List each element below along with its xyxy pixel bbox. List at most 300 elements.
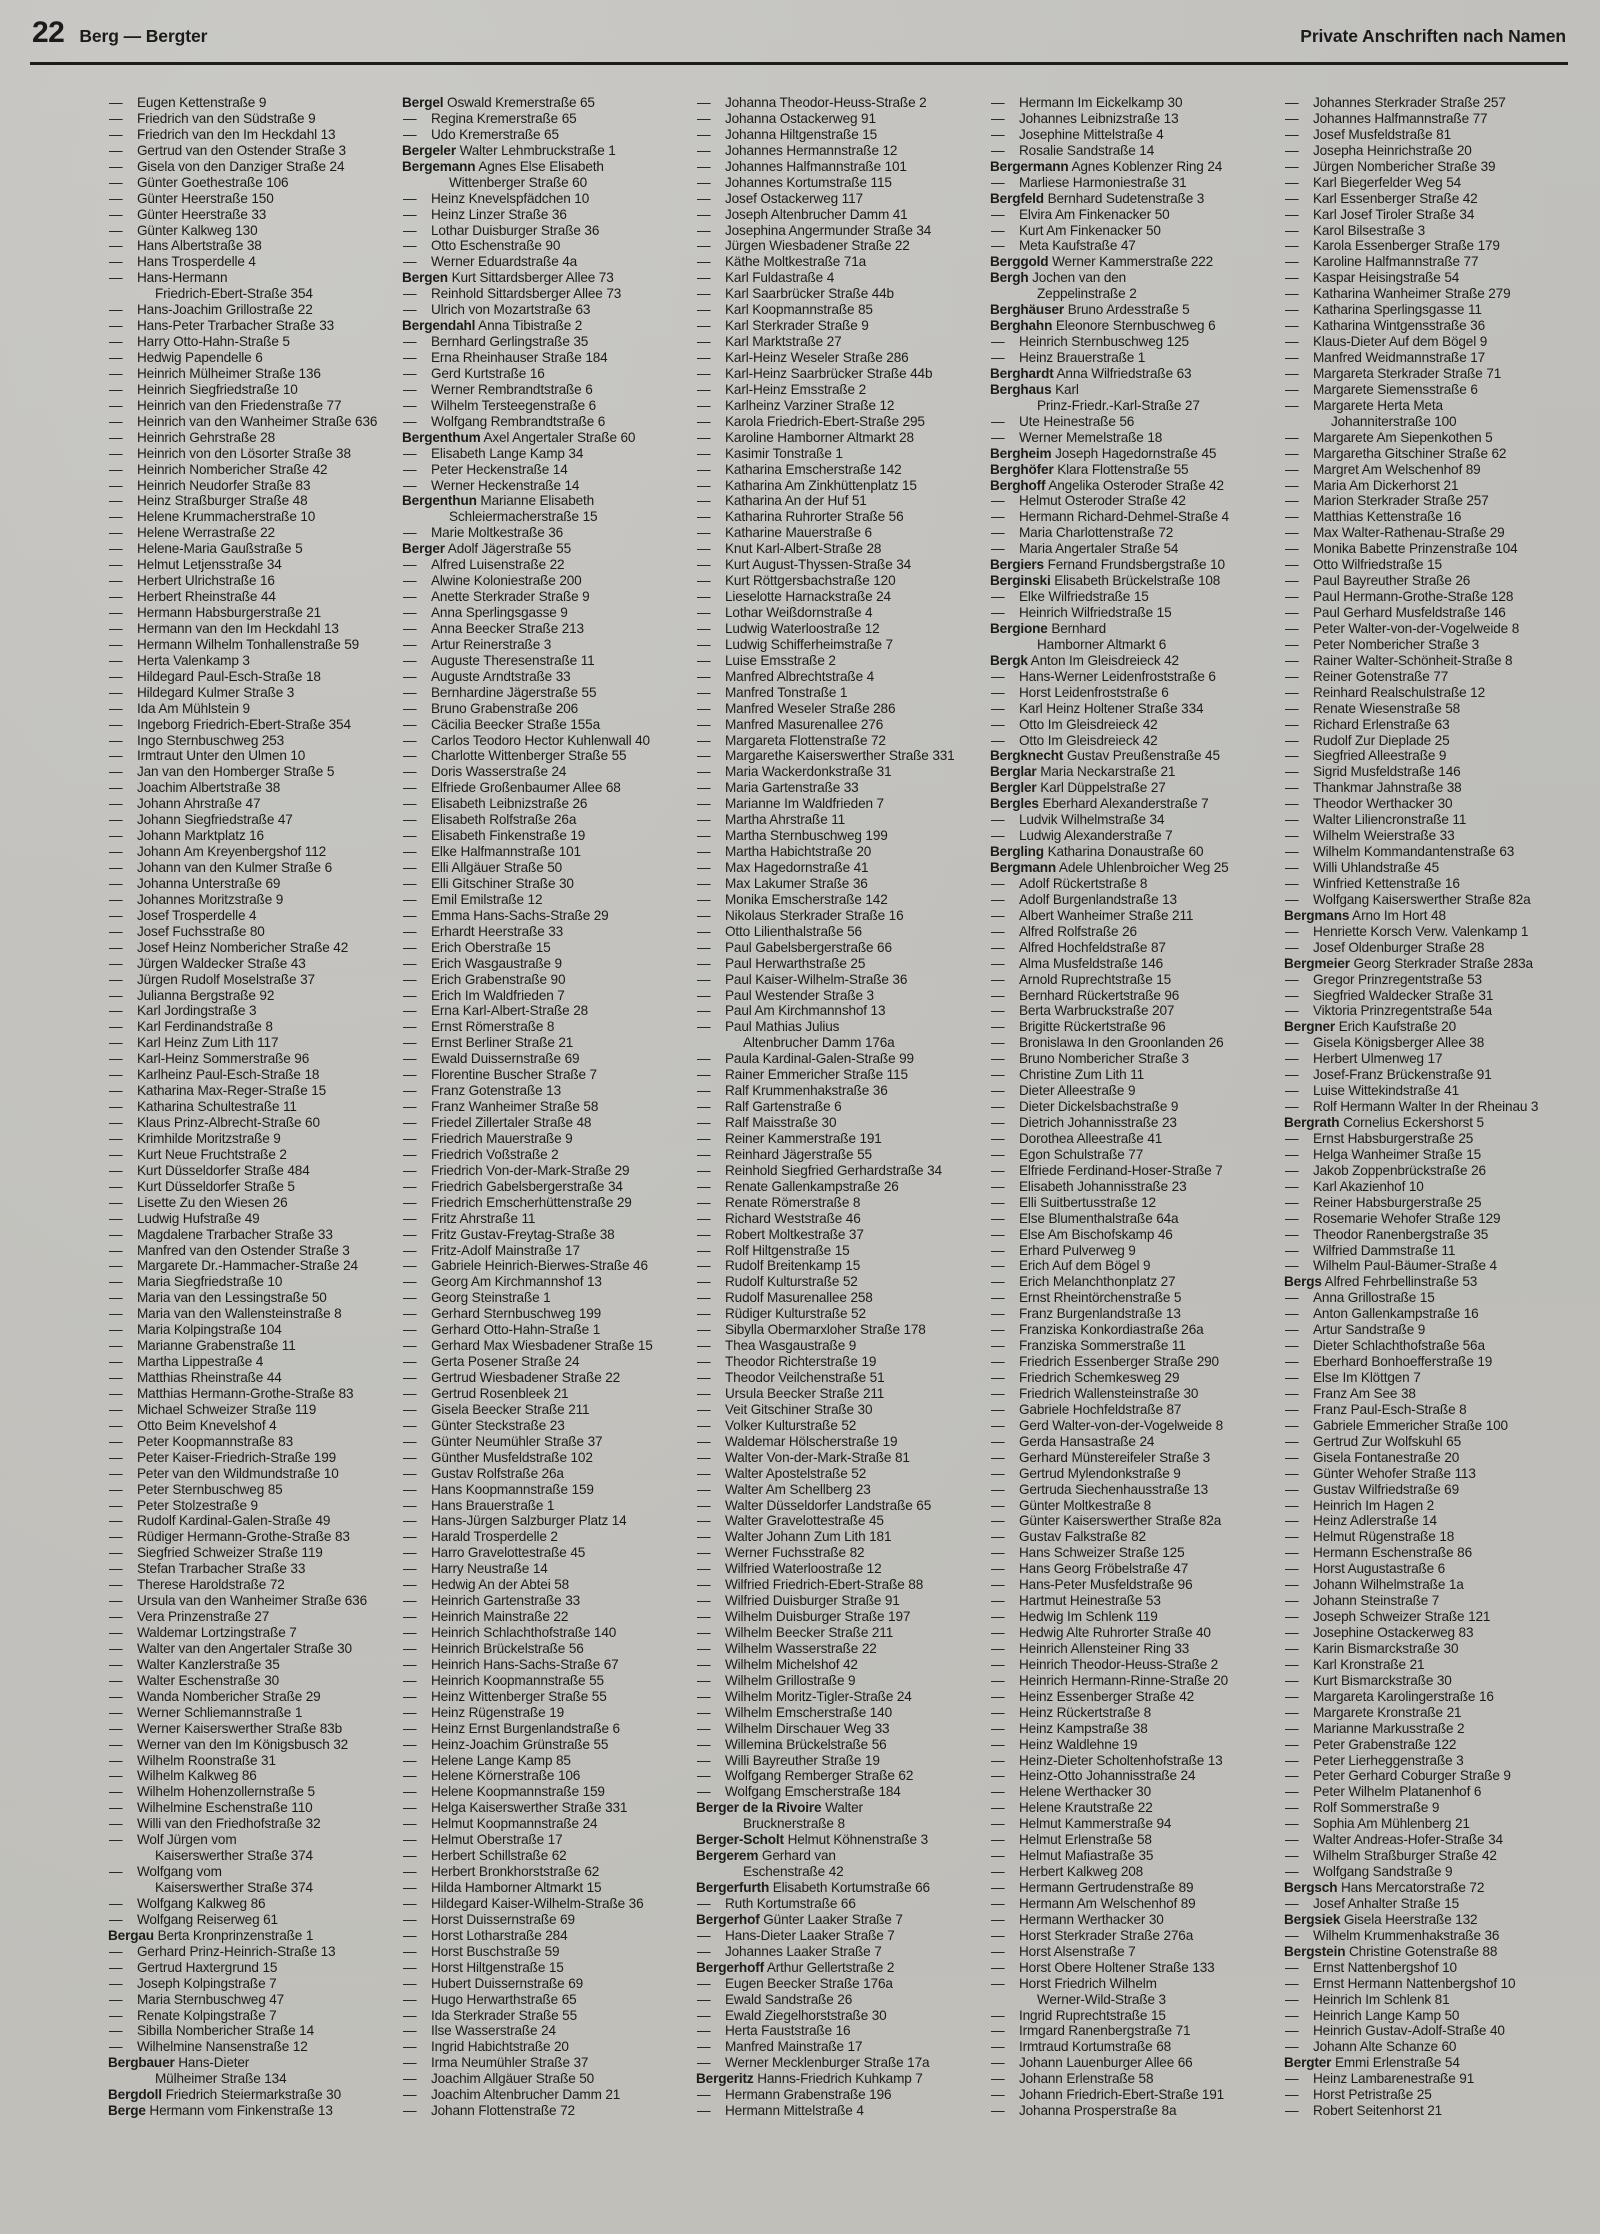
directory-entry: — Maria Am Dickerhorst 21 (1285, 477, 1459, 493)
directory-entry: — Ruth Kortumstraße 66 (697, 1895, 856, 1911)
entry-dash-marker: — (403, 1704, 417, 1720)
directory-entry: — Martha Ahrstraße 11 (697, 812, 846, 828)
directory-entry: — Reinhard Jägerstraße 55 (697, 1146, 872, 1162)
entry-continuation: Schleiermacherstraße 15 (449, 509, 598, 525)
directory-entry: — Josef Ostackerweg 117 (697, 190, 863, 206)
directory-entry: — Nikolaus Sterkrader Straße 16 (697, 907, 904, 923)
directory-entry: — Walter Düsseldorfer Landstraße 65 (697, 1497, 932, 1513)
entry-dash-marker: — (697, 158, 711, 174)
directory-entry: — Ernst Habsburgerstraße 25 (1285, 1130, 1474, 1146)
entry-surname: Bergfeld (990, 190, 1044, 206)
entry-dash-marker: — (109, 334, 123, 350)
entry-dash-marker: — (991, 1433, 1005, 1449)
directory-entry: — Dieter Dickelsbachstraße 9 (991, 1099, 1179, 1115)
directory-entry: — Johanna Unterstraße 69 (109, 875, 281, 891)
directory-entry: — Peter Stolzestraße 9 (109, 1497, 258, 1513)
directory-entry: — Gerhard Prinz-Heinrich-Straße 13 (109, 1943, 336, 1959)
entry-surname: Berghoff (990, 477, 1046, 493)
entry-surname: Bergeler (402, 142, 456, 158)
entry-dash-marker: — (991, 413, 1005, 429)
directory-entry: — Helmut Koopmannstraße 24 (403, 1816, 598, 1832)
entry-dash-marker: — (109, 413, 123, 429)
directory-entry: — Wilhelm Moritz-Tigler-Straße 24 (697, 1688, 912, 1704)
entry-surname: Bergerhoff (696, 1959, 764, 1975)
entry-dash-marker: — (697, 1465, 711, 1481)
entry-dash-marker: — (697, 1704, 711, 1720)
entry-dash-marker: — (991, 987, 1005, 1003)
entry-dash-marker: — (109, 1194, 123, 1210)
entry-dash-marker: — (403, 397, 417, 413)
directory-entry: — Ralf Krummenhakstraße 36 (697, 1083, 888, 1099)
directory-entry: — Werner van den Im Königsbusch 32 (109, 1736, 349, 1752)
directory-entry: — Paul Hermann-Grothe-Straße 128 (1285, 589, 1514, 605)
directory-entry: — Ursula Beecker Straße 211 (697, 1385, 885, 1401)
directory-entry-surname-group: Bergdoll Friedrich Steiermarkstraße 30 (108, 2087, 342, 2103)
directory-entry: — Rudolf Kardinal-Galen-Straße 49 (109, 1513, 331, 1529)
entry-surname: Bergerhof (696, 1911, 760, 1927)
directory-entry-surname-group: Bergstein Christine Gotenstraße 88 (1284, 1943, 1498, 1959)
directory-entry: — Hedwig Im Schlenk 119 (991, 1609, 1158, 1625)
directory-entry: — Wilhelmine Nansenstraße 12 (109, 2039, 308, 2055)
directory-entry: — Heinz Rügenstraße 19 (403, 1704, 565, 1720)
entry-surname: Bergmann (990, 860, 1057, 875)
directory-entry-surname-group: Berghöfer Klara Flottenstraße 55 (990, 461, 1189, 477)
directory-entry: — Margarete Kronstraße 21 (1285, 1704, 1462, 1720)
entry-dash-marker: — (1285, 1848, 1299, 1864)
directory-entry-surname-group: Bergendahl Anna Tibistraße 2 (402, 318, 583, 334)
directory-entry: — Elke Wilfriedstraße 15 (991, 589, 1149, 605)
directory-entry: — Helmut Kammerstraße 94 (991, 1816, 1172, 1832)
entry-dash-marker: — (109, 1258, 123, 1274)
entry-dash-marker: — (403, 1832, 417, 1848)
entry-dash-marker: — (991, 2007, 1005, 2023)
entry-dash-marker: — (403, 1465, 417, 1481)
entry-dash-marker: — (109, 461, 123, 477)
entry-dash-marker: — (403, 334, 417, 350)
directory-entry: — Rüdiger Kulturstraße 52 (697, 1306, 866, 1322)
directory-entry: — Wilhelm Michelshof 42 (697, 1656, 858, 1672)
entry-dash-marker: — (697, 1178, 711, 1194)
entry-dash-marker: — (403, 860, 417, 875)
entry-dash-marker: — (991, 238, 1005, 254)
directory-entry: — Luise Wittekindstraße 41 (1285, 1083, 1459, 1099)
directory-entry: — Peter Walter-von-der-Vogelweide 8 (1285, 620, 1520, 636)
entry-dash-marker: — (697, 2007, 711, 2023)
entry-dash-marker: — (109, 732, 123, 748)
directory-entry: — Heinz Ernst Burgenlandstraße 6 (403, 1720, 620, 1736)
entry-dash-marker: — (1285, 1130, 1299, 1146)
entry-dash-marker: — (403, 461, 417, 477)
entry-dash-marker: — (403, 1625, 417, 1640)
directory-entry-surname-group: Bergknecht Gustav Preußenstraße 45 (990, 748, 1220, 764)
entry-dash-marker: — (403, 350, 417, 365)
entry-dash-marker: — (697, 1019, 711, 1035)
entry-dash-marker: — (1285, 1593, 1299, 1609)
entry-dash-marker: — (109, 1720, 123, 1736)
directory-entry: — Horst Hiltgenstraße 15 (403, 1959, 564, 1975)
directory-entry: — Wolfgang Kalkweg 86 (109, 1895, 266, 1911)
entry-dash-marker: — (109, 1895, 123, 1911)
directory-entry: — Maria Sternbuschweg 47 (109, 1991, 285, 2007)
entry-dash-marker: — (403, 971, 417, 987)
directory-entry: — Karlheinz Varziner Straße 12 (697, 397, 895, 413)
entry-dash-marker: — (697, 1943, 711, 1959)
directory-entry: — Herbert Bronkhorststraße 62 (403, 1864, 600, 1880)
entry-dash-marker: — (1285, 1609, 1299, 1625)
directory-entry: — Hildegard Kaiser-Wilhelm-Straße 36 (403, 1895, 644, 1911)
entry-dash-marker: — (403, 1927, 417, 1943)
directory-entry: — Helene Lange Kamp 85 (403, 1752, 571, 1768)
entry-dash-marker: — (1285, 110, 1299, 126)
directory-entry-surname-group: Bergenthun Marianne Elisabeth (402, 493, 595, 509)
directory-entry: — Karl Kronstraße 21 (1285, 1656, 1425, 1672)
directory-entry: — Hans-Dieter Laaker Straße 7 (697, 1927, 895, 1943)
entry-dash-marker: — (403, 700, 417, 716)
directory-entry: — Josef Musfeldstraße 81 (1285, 126, 1451, 142)
entry-dash-marker: — (991, 2055, 1005, 2071)
entry-dash-marker: — (403, 1306, 417, 1322)
entry-dash-marker: — (1285, 1656, 1299, 1672)
entry-dash-marker: — (1285, 1258, 1299, 1274)
directory-entry: — Kasimir Tonstraße 1 (697, 445, 843, 461)
directory-entry: — Elli Suitbertusstraße 12 (991, 1194, 1156, 1210)
directory-entry: — Heinrich Sternbuschweg 125 (991, 334, 1189, 350)
entry-dash-marker: — (403, 286, 417, 302)
directory-entry: — Waldemar Hölscherstraße 19 (697, 1433, 898, 1449)
directory-entry: — Ewald Sandstraße 26 (697, 1991, 853, 2007)
entry-dash-marker: — (697, 573, 711, 589)
directory-entry: — Robert Seitenhorst 21 (1285, 2103, 1443, 2119)
entry-dash-marker: — (403, 1146, 417, 1162)
entry-dash-marker: — (403, 620, 417, 636)
entry-dash-marker: — (403, 1051, 417, 1067)
directory-entry: — Harro Gravelottestraße 45 (403, 1545, 586, 1561)
entry-dash-marker: — (403, 445, 417, 461)
entry-dash-marker: — (109, 1943, 123, 1959)
directory-entry: — Manfred Masurenallee 276 (697, 716, 884, 732)
entry-dash-marker: — (1285, 1449, 1299, 1465)
entry-dash-marker: — (109, 126, 123, 142)
directory-entry: — Hans-Werner Leidenfroststraße 6 (991, 668, 1216, 684)
directory-entry: — Julianna Bergstraße 92 (109, 987, 275, 1003)
directory-entry: — Gregor Prinzregentstraße 53 (1285, 971, 1482, 987)
directory-entry: — Herbert Kalkweg 208 (991, 1864, 1144, 1880)
entry-dash-marker: — (697, 1609, 711, 1625)
entry-surname: Bergter (1284, 2055, 1332, 2071)
entry-dash-marker: — (403, 1481, 417, 1497)
directory-entry: — Franziska Sommerstraße 11 (991, 1338, 1186, 1354)
directory-entry: — Otto Beim Knevelshof 4 (109, 1417, 277, 1433)
entry-surname: Bergner (1284, 1019, 1336, 1035)
entry-dash-marker: — (109, 987, 123, 1003)
entry-dash-marker: — (1285, 541, 1299, 557)
directory-entry: — Hermann Grabenstraße 196 (697, 2087, 892, 2103)
entry-dash-marker: — (991, 1720, 1005, 1736)
directory-entry: — Horst Friedrich Wilhelm (991, 1975, 1157, 1991)
entry-surname: Berger de la Rivoire (696, 1800, 822, 1816)
entry-dash-marker: — (697, 461, 711, 477)
directory-entry: — Fritz-Adolf Mainstraße 17 (403, 1242, 580, 1258)
entry-dash-marker: — (1285, 126, 1299, 142)
directory-entry: — Anton Gallenkampstraße 16 (1285, 1306, 1479, 1322)
directory-entry: — Therese Haroldstraße 72 (109, 1577, 285, 1593)
entry-dash-marker: — (403, 605, 417, 620)
entry-surname: Bergdoll (108, 2087, 162, 2103)
directory-entry: — Peter Gerhard Coburger Straße 9 (1285, 1768, 1511, 1784)
entry-dash-marker: — (403, 2087, 417, 2103)
entry-dash-marker: — (991, 1242, 1005, 1258)
directory-entry-surname-group: Berger-Scholt Helmut Köhnenstraße 3 (696, 1832, 928, 1848)
directory-entry: — Paul Bayreuther Straße 26 (1285, 573, 1471, 589)
directory-entry: — Paul Gabelsbergerstraße 66 (697, 939, 892, 955)
directory-entry-surname-group: Bergermann Agnes Koblenzer Ring 24 (990, 158, 1223, 174)
directory-entry: — Friedrich Essenberger Straße 290 (991, 1354, 1219, 1370)
entry-dash-marker: — (109, 828, 123, 844)
directory-entry: — Johannes Leibnizstraße 13 (991, 110, 1179, 126)
directory-entry: — Irmtraud Kortumstraße 68 (991, 2039, 1172, 2055)
entry-dash-marker: — (991, 525, 1005, 541)
directory-entry-surname-group: Berghoff Angelika Osteroder Straße 42 (990, 477, 1224, 493)
directory-entry: — Ulrich von Mozartstraße 63 (403, 302, 591, 318)
entry-dash-marker: — (991, 1513, 1005, 1529)
entry-dash-marker: — (697, 1991, 711, 2007)
entry-dash-marker: — (697, 1593, 711, 1609)
directory-entry: — Siegfried Schweizer Straße 119 (109, 1545, 323, 1561)
entry-dash-marker: — (1285, 1513, 1299, 1529)
entry-dash-marker: — (697, 605, 711, 620)
directory-entry: — Lisette Zu den Wiesen 26 (109, 1194, 288, 1210)
directory-entry: — Peter van den Wildmundstraße 10 (109, 1465, 339, 1481)
directory-entry: — Artur Reinerstraße 3 (403, 636, 552, 652)
directory-entry: — Christine Zum Lith 11 (991, 1067, 1145, 1083)
directory-entry: — Horst Lotharstraße 284 (403, 1927, 568, 1943)
entry-dash-marker: — (403, 1242, 417, 1258)
directory-entry: — Marion Sterkrader Straße 257 (1285, 493, 1489, 509)
directory-entry: — Bernhardine Jägerstraße 55 (403, 684, 597, 700)
directory-entry: — Helene Krummacherstraße 10 (109, 509, 316, 525)
directory-entry: — Erhardt Heerstraße 33 (403, 923, 564, 939)
entry-dash-marker: — (109, 429, 123, 445)
directory-entry: — Horst Sterkrader Straße 276a (991, 1927, 1194, 1943)
entry-dash-marker: — (403, 1354, 417, 1370)
entry-dash-marker: — (109, 2023, 123, 2039)
entry-dash-marker: — (697, 2023, 711, 2039)
directory-entry: — Heinrich Mülheimer Straße 136 (109, 365, 321, 381)
entry-dash-marker: — (109, 812, 123, 828)
entry-dash-marker: — (697, 1656, 711, 1672)
directory-entry: — Hildegard Kulmer Straße 3 (109, 684, 295, 700)
entry-dash-marker: — (403, 589, 417, 605)
directory-entry: — Herta Fauststraße 16 (697, 2023, 851, 2039)
directory-entry: — Helmut Letjensstraße 34 (109, 557, 282, 573)
directory-entry: — Ewald Duissernstraße 69 (403, 1051, 580, 1067)
entry-surname: Bergrath (1284, 1115, 1340, 1130)
directory-entry: — Helmut Oberstraße 17 (403, 1832, 563, 1848)
directory-entry: — Udo Kremerstraße 65 (403, 126, 559, 142)
entry-dash-marker: — (991, 1370, 1005, 1385)
directory-entry: — Hildegard Paul-Esch-Straße 18 (109, 668, 321, 684)
entry-dash-marker: — (991, 1099, 1005, 1115)
directory-entry: — Friedrich van den Südstraße 9 (109, 110, 316, 126)
entry-dash-marker: — (109, 620, 123, 636)
directory-entry: — Erich Grabenstraße 90 (403, 971, 566, 987)
entry-dash-marker: — (991, 1354, 1005, 1370)
entry-dash-marker: — (1285, 589, 1299, 605)
directory-entry: — Alfred Rolfstraße 26 (991, 923, 1137, 939)
entry-dash-marker: — (991, 174, 1005, 190)
entry-dash-marker: — (697, 1226, 711, 1242)
entry-surname: Bergau (108, 1927, 154, 1943)
entry-dash-marker: — (991, 142, 1005, 158)
directory-entry: — Wilhelm Duisburger Straße 197 (697, 1609, 911, 1625)
directory-entry: — Albert Wanheimer Straße 211 (991, 907, 1194, 923)
entry-dash-marker: — (991, 1880, 1005, 1895)
directory-entry: — Eugen Kettenstraße 9 (109, 95, 267, 110)
directory-entry: — Sigrid Musfeldstraße 146 (1285, 764, 1461, 780)
directory-entry: — Anette Sterkrader Straße 9 (403, 589, 590, 605)
entry-dash-marker: — (991, 2087, 1005, 2103)
directory-entry: — Johann Flottenstraße 72 (403, 2103, 575, 2119)
directory-entry: — Werner Fuchsstraße 82 (697, 1545, 865, 1561)
directory-entry: — Katharina Schultestraße 11 (109, 1099, 297, 1115)
entry-dash-marker: — (403, 1417, 417, 1433)
entry-dash-marker: — (697, 1162, 711, 1178)
directory-entry: — Hans-Peter Trarbacher Straße 33 (109, 318, 335, 334)
entry-dash-marker: — (991, 923, 1005, 939)
entry-dash-marker: — (697, 939, 711, 955)
directory-entry-surname-group: Bergsiek Gisela Heerstraße 132 (1284, 1911, 1478, 1927)
entry-dash-marker: — (403, 1449, 417, 1465)
directory-entry: — Wilfried Duisburger Straße 91 (697, 1593, 900, 1609)
entry-dash-marker: — (109, 2039, 123, 2055)
entry-dash-marker: — (403, 844, 417, 860)
entry-dash-marker: — (991, 1927, 1005, 1943)
directory-entry: — Johannes Hermannstraße 12 (697, 142, 898, 158)
entry-dash-marker: — (697, 700, 711, 716)
directory-entry: — Monika Babette Prinzenstraße 104 (1285, 541, 1518, 557)
directory-entry: — Irma Neumühler Straße 37 (403, 2055, 589, 2071)
entry-surname: Bergmans (1284, 907, 1350, 923)
directory-entry: — Hedwig Alte Ruhrorter Straße 40 (991, 1625, 1211, 1640)
directory-entry: — Stefan Trarbacher Straße 33 (109, 1561, 306, 1577)
entry-dash-marker: — (403, 2071, 417, 2087)
entry-dash-marker: — (109, 1481, 123, 1497)
entry-dash-marker: — (403, 2007, 417, 2023)
directory-entry: — Karl Essenberger Straße 42 (1285, 190, 1478, 206)
directory-entry: — Anna Grillostraße 15 (1285, 1290, 1435, 1306)
entry-dash-marker: — (1285, 1481, 1299, 1497)
directory-entry-surname-group: Bergling Katharina Donaustraße 60 (990, 844, 1204, 860)
entry-surname: Bergh (990, 270, 1029, 286)
entry-dash-marker: — (403, 1370, 417, 1385)
entry-dash-marker: — (403, 1130, 417, 1146)
directory-entry: — Hermann van den Im Heckdahl 13 (109, 620, 339, 636)
directory-entry: — Erich Im Waldfrieden 7 (403, 987, 565, 1003)
directory-entry: — Reinhold Siegfried Gerhardstraße 34 (697, 1162, 942, 1178)
directory-entry: — Manfred Albrechtstraße 4 (697, 668, 875, 684)
directory-entry-surname-group: Bergione Bernhard (990, 620, 1107, 636)
entry-dash-marker: — (403, 1385, 417, 1401)
entry-dash-marker: — (697, 1577, 711, 1593)
entry-dash-marker: — (1285, 397, 1299, 413)
directory-entry: — Josef Heinz Nombericher Straße 42 (109, 939, 349, 955)
directory-entry: — Max Lakumer Straße 36 (697, 875, 868, 891)
directory-entry-surname-group: Bergiers Fernand Frundsbergstraße 10 (990, 557, 1225, 573)
entry-dash-marker: — (1285, 987, 1299, 1003)
directory-entry: — Bruno Grabenstraße 206 (403, 700, 579, 716)
entry-dash-marker: — (109, 1832, 123, 1848)
directory-entry: — Heinrich van den Wanheimer Straße 636 (109, 413, 378, 429)
directory-entry: — Werner Heckenstraße 14 (403, 477, 580, 493)
entry-dash-marker: — (697, 222, 711, 238)
directory-entry: — Wilhelmine Eschenstraße 110 (109, 1800, 313, 1816)
entry-dash-marker: — (991, 1194, 1005, 1210)
directory-entry: — Artur Sandstraße 9 (1285, 1322, 1426, 1338)
entry-dash-marker: — (697, 1274, 711, 1290)
entry-surname: Berggold (990, 254, 1049, 270)
entry-dash-marker: — (991, 1672, 1005, 1688)
directory-entry: — Franz Burgenlandstraße 13 (991, 1306, 1181, 1322)
entry-surname: Bergione (990, 620, 1048, 636)
entry-continuation: Wittenberger Straße 60 (449, 174, 587, 190)
entry-dash-marker: — (991, 1529, 1005, 1545)
directory-entry: — Johann van den Kulmer Straße 6 (109, 860, 332, 875)
entry-dash-marker: — (109, 1609, 123, 1625)
directory-entry-surname-group: Bergerem Gerhard van (696, 1848, 836, 1864)
entry-dash-marker: — (109, 1083, 123, 1099)
directory-entry: — Josef Trosperdelle 4 (109, 907, 257, 923)
entry-dash-marker: — (697, 1625, 711, 1640)
directory-entry: — Wilhelm Kommandantenstraße 63 (1285, 844, 1515, 860)
entry-dash-marker: — (697, 764, 711, 780)
entry-dash-marker: — (403, 1433, 417, 1449)
entry-dash-marker: — (697, 2103, 711, 2119)
directory-entry: — Ludwig Waterloostraße 12 (697, 620, 880, 636)
directory-entry: — Elisabeth Finkenstraße 19 (403, 828, 586, 844)
directory-entry-surname-group: Berggold Werner Kammerstraße 222 (990, 254, 1214, 270)
entry-dash-marker: — (1285, 939, 1299, 955)
directory-entry: — Gerta Posener Straße 24 (403, 1354, 580, 1370)
entry-continuation: Kaiserswerther Straße 374 (155, 1880, 313, 1895)
directory-entry: — Friedrich Gabelsbergerstraße 34 (403, 1178, 623, 1194)
entry-dash-marker: — (697, 126, 711, 142)
directory-entry: — Bernhard Gerlingstraße 35 (403, 334, 589, 350)
directory-entry: — Johannes Sterkrader Straße 257 (1285, 95, 1506, 110)
entry-dash-marker: — (1285, 2071, 1299, 2087)
directory-entry: — Helene Krautstraße 22 (991, 1800, 1153, 1816)
directory-entry: — Elvira Am Finkenacker 50 (991, 206, 1170, 222)
entry-dash-marker: — (1285, 477, 1299, 493)
entry-dash-marker: — (109, 955, 123, 971)
entry-dash-marker: — (109, 1210, 123, 1226)
directory-entry: — Gustav Rolfstraße 26a (403, 1465, 564, 1481)
directory-entry: — Kaspar Heisingstraße 54 (1285, 270, 1460, 286)
directory-entry: — Ralf Maisstraße 30 (697, 1115, 837, 1130)
directory-entry: — Karl Koopmannstraße 85 (697, 302, 873, 318)
directory-entry: — Werner Mecklenburger Straße 17a (697, 2055, 930, 2071)
entry-dash-marker: — (1285, 1194, 1299, 1210)
directory-entry: — Günter Heerstraße 33 (109, 206, 267, 222)
directory-entry: — Margret Am Welschenhof 89 (1285, 461, 1481, 477)
entry-dash-marker: — (697, 748, 711, 764)
directory-entry-surname-group: Bergfeld Bernhard Sudetenstraße 3 (990, 190, 1205, 206)
directory-entry: — Horst Leidenfroststraße 6 (991, 684, 1169, 700)
directory-entry: — Otto Lilienthalstraße 56 (697, 923, 862, 939)
entry-dash-marker: — (109, 365, 123, 381)
entry-dash-marker: — (1285, 238, 1299, 254)
directory-entry: — Hans Koopmannstraße 159 (403, 1481, 594, 1497)
directory-entry: — Reiner Gotenstraße 77 (1285, 668, 1449, 684)
